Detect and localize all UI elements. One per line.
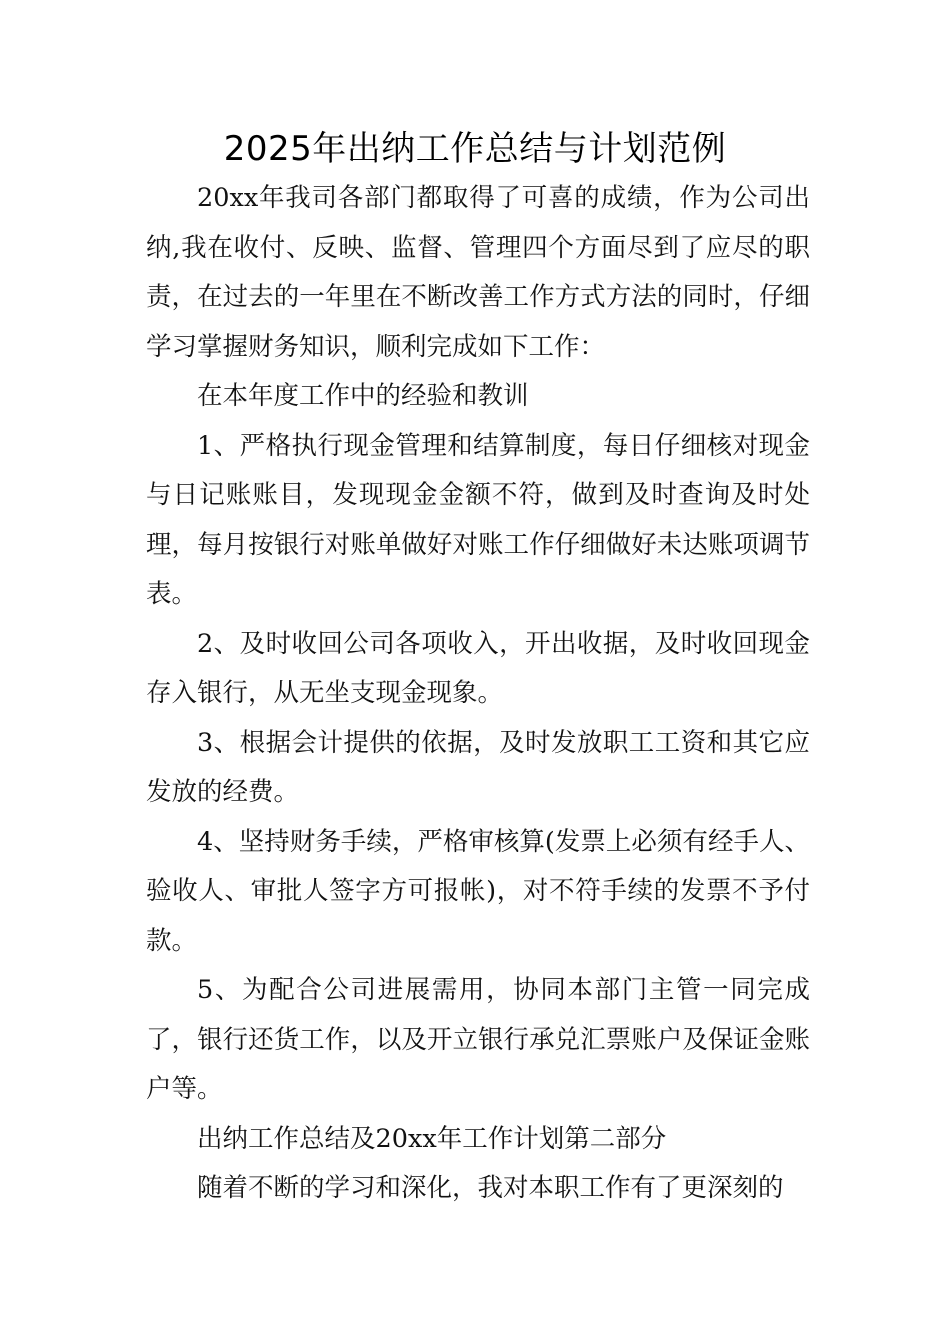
document-title: 2025年出纳工作总结与计划范例 [223,129,727,169]
list-item: 2、及时收回公司各项收入，开出收据，及时收回现金存入银行，从无坐支现金现象。 [146,628,810,708]
intro-paragraph: 20xx年我司各部门都取得了可喜的成绩，作为公司出纳,我在收付、反映、监督、管理四个方面尽到了应尽的职责，在过去的一年里在不断改善工作方式方法的同时，仔细学习掌握财务知识，顺利完成如下工作： [146,183,810,362]
list-item: 1、严格执行现金管理和结算制度，每日仔细核对现金与日记账账目，发现现金金额不符，做到及时查询及时处理，每月按银行对账单做好对账工作仔细做好未达账项调节表。 [146,430,810,609]
list-item: 3、根据会计提供的依据，及时发放职工工资和其它应发放的经费。 [146,727,810,807]
list-item: 5、为配合公司进展需用，协同本部门主管一同完成了，银行还货工作，以及开立银行承兑汇票账户及保证金账户等。 [146,975,810,1104]
closing-paragraph: 随着不断的学习和深化，我对本职工作有了更深刻的 [197,1173,784,1203]
document-body [146,174,810,1214]
list-item: 4、坚持财务手续，严格审核算(发票上必须有经手人、验收人、审批人签字方可报帐)，对不符手续的发票不予付款。 [146,826,810,956]
section-heading-experience: 在本年度工作中的经验和教训 [197,381,529,411]
section-heading-plan: 出纳工作总结及20xx年工作计划第二部分 [197,1123,667,1154]
